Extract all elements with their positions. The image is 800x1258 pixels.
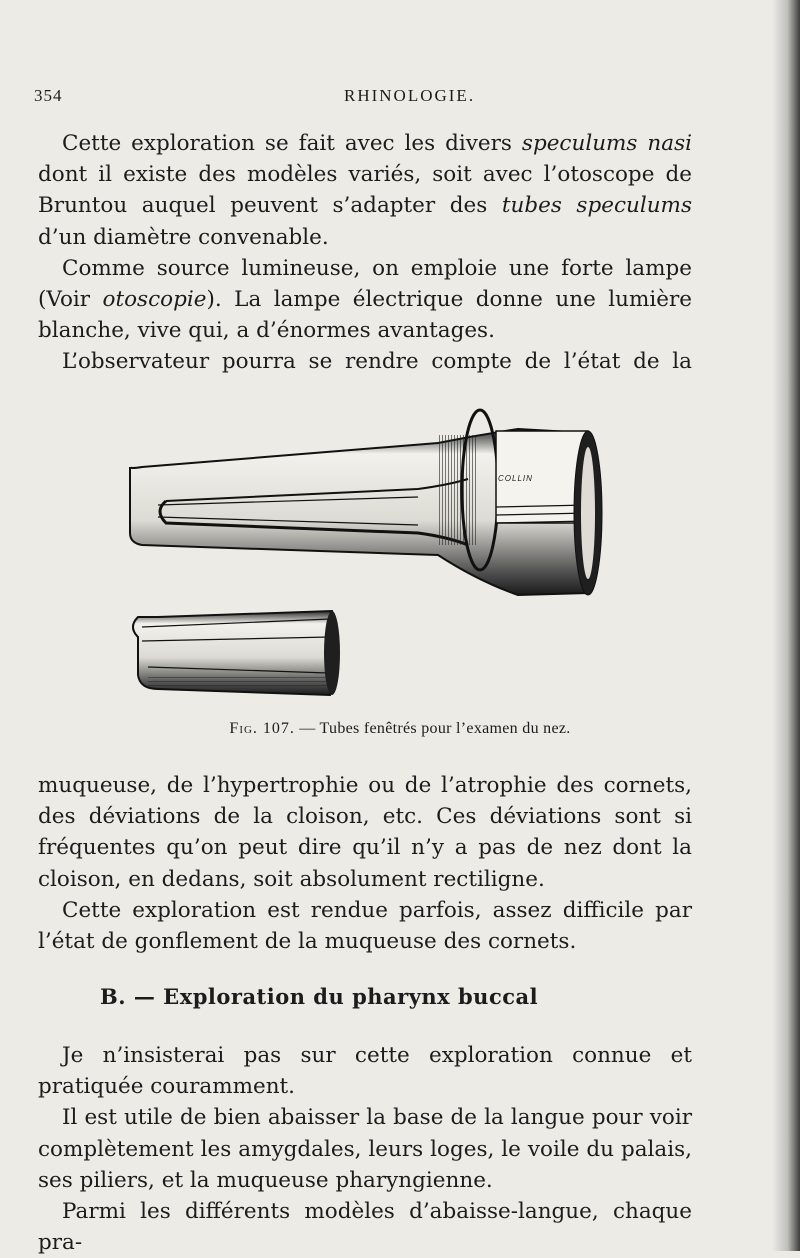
figure-illustration <box>118 405 618 705</box>
figure-caption <box>0 720 800 738</box>
paragraph: muqueuse, de l’hypertrophie ou de l’atrophie des cornets, des déviations de la cloison, etc. Ces déviations sont si fréquentes qu’on peut dire qu’il n’y a pas de nez dont la cloison, en dedans, soit absolument rectiligne. <box>38 773 692 892</box>
paragraph: Je n’insisterai pas sur cette exploration connue et pratiquée couramment. <box>38 1043 692 1100</box>
middle-text-block <box>38 770 692 957</box>
running-title: RHINOLOGIE. <box>344 86 476 105</box>
page-edge-shadow <box>772 0 800 1251</box>
paragraph: Cette exploration est rendue parfois, assez difficile par l’état de gonflement de la muqueuse des cornets. <box>38 897 692 955</box>
emphasis: otoscopie <box>102 287 207 313</box>
paragraph: Comme source lumineuse, on emploie une forte lampe (Voir otoscopie). La lampe électrique donne une lumière blanche, vive qui, a d’énormes avantages. <box>38 255 693 344</box>
figure-label: Fig. 107. <box>229 720 295 737</box>
emphasis: tubes speculums <box>501 193 692 219</box>
paragraph: Il est utile de bien abaisser la base de la langue pour voir complètement les amygdales, leurs loges, le voile du palais, ses piliers, et la muqueuse pharyngienne. <box>38 1105 692 1193</box>
paragraph: Parmi les différents modèles d’abaisse-langue, chaque pra- <box>38 1199 692 1256</box>
top-text-block <box>38 128 692 378</box>
nasal-speculum-tubes-engraving <box>118 405 618 705</box>
page-number: 354 <box>34 86 63 105</box>
paragraph: L’observateur pourra se rendre compte de l’état de la <box>62 349 692 375</box>
small-tube <box>133 611 340 695</box>
emphasis: speculums nasi <box>521 131 692 156</box>
page-header <box>34 86 714 116</box>
paragraph: Cette exploration se fait avec les divers speculums nasi dont il existe des modèles variés, soit avec l’otoscope de Bruntou auquel peuvent s’adapter des tubes speculums d’un diamètre convenable. <box>38 131 692 250</box>
section-heading: B. — Exploration du pharynx buccal <box>100 984 539 1009</box>
large-tube <box>130 410 602 595</box>
bottom-text-block <box>38 1040 692 1258</box>
engraver-signature: COLLIN <box>498 474 533 483</box>
figure-caption-text: — Tubes fenêtrés pour l’examen du nez. <box>294 720 571 737</box>
